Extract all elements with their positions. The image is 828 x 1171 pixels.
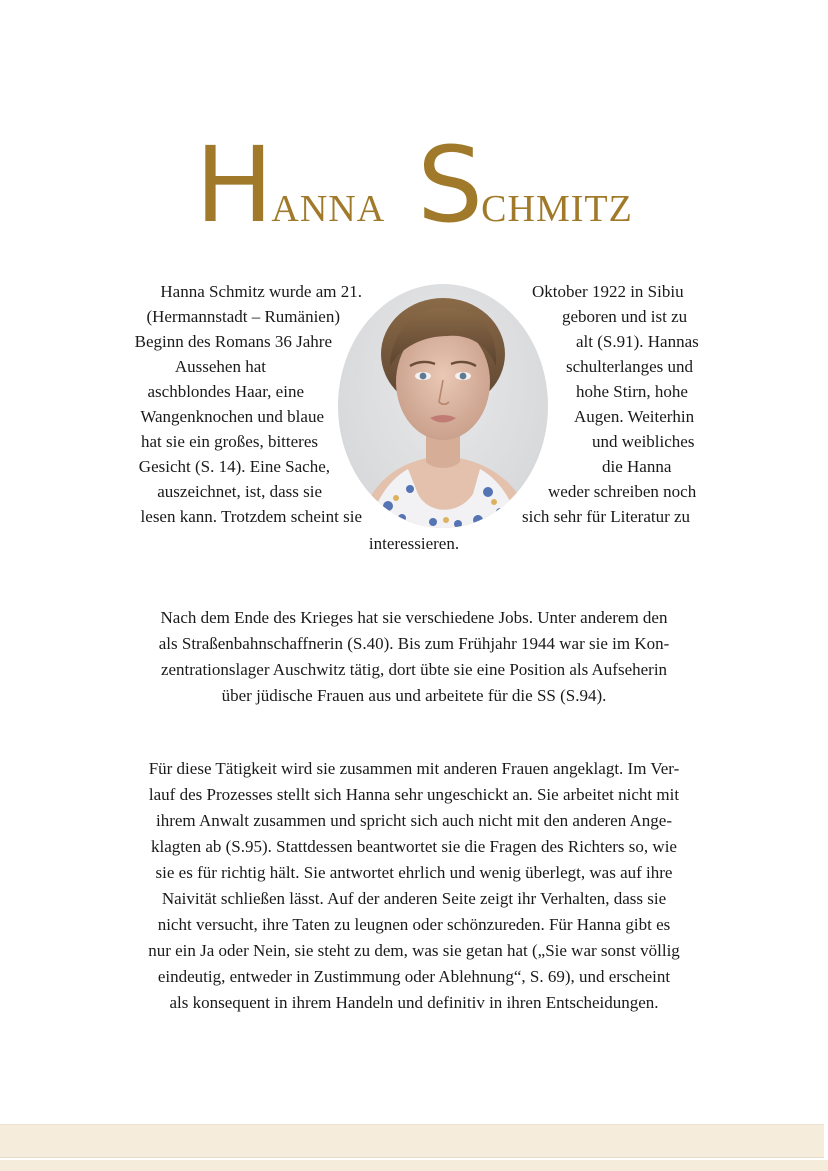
intro-right-line: weder schreiben noch <box>548 482 697 501</box>
paragraph-3-line: nur ein Ja oder Nein, sie steht zu dem, was sie getan hat („Sie war sonst völlig <box>148 941 680 960</box>
intro-left-line: Aussehen hat <box>174 357 266 376</box>
intro-left-line: Beginn des Romans 36 Jahre <box>134 332 332 351</box>
paragraph-3-line: Naivität schließen lässt. Auf der anderen Seite zeigt ihr Verhalten, dass sie <box>161 889 667 908</box>
intro-right-line: hohe Stirn, hohe <box>576 382 688 401</box>
intro-right-line: und weibliches <box>592 432 695 451</box>
intro-left-line: Wangenknochen und blaue <box>140 407 324 426</box>
paragraph-3-line: als konsequent in ihrem Handeln und definitiv in ihren Entscheidungen. <box>169 993 659 1012</box>
intro-right-line: Augen. Weiterhin <box>574 407 695 426</box>
page-title <box>0 124 828 247</box>
title-rest-chmitz: CHMITZ <box>481 188 633 231</box>
intro-right-line: geboren und ist zu <box>562 307 688 326</box>
title-initial-h: H <box>195 124 272 247</box>
intro-left-line: lesen kann. Trotzdem scheint sie <box>140 507 362 526</box>
paragraph-3-line: lauf des Prozesses stellt sich Hanna sehr ungeschickt an. Sie arbeitet nicht mit <box>148 785 680 804</box>
intro-right-line: Oktober 1922 in Sibiu <box>532 282 684 301</box>
intro-left-line: aschblondes Haar, eine <box>147 382 304 401</box>
paragraph-3-line: Für diese Tätigkeit wird sie zusammen mit anderen Frauen angeklagt. Im Ver- <box>148 759 680 778</box>
paragraph-3-line: ihrem Anwalt zusammen und spricht sich auch nicht mit den anderen Ange- <box>155 811 672 830</box>
paragraph-2-line: über jüdische Frauen aus und arbeitete für die SS (S.94). <box>221 686 607 705</box>
paragraph-3-line: sie es für richtig hält. Sie antwortet ehrlich und wenig überlegt, was auf ihre <box>155 863 673 882</box>
intro-left-line: Gesicht (S. 14). Eine Sache, <box>138 457 330 476</box>
intro-right-line: schulterlanges und <box>566 357 693 376</box>
title-initial-s: S <box>417 124 482 247</box>
intro-left-line: auszeichnet, ist, dass sie <box>157 482 322 501</box>
title-word-first <box>195 124 386 247</box>
title-word-second <box>417 124 633 247</box>
paragraph-3-line: eindeutig, entweder in Zustimmung oder Ablehnung“, S. 69), und erscheint <box>157 967 671 986</box>
paragraph-2-line: als Straßenbahnschaffnerin (S.40). Bis zum Frühjahr 1944 war sie im Kon- <box>158 634 670 653</box>
intro-right-line: die Hanna <box>602 457 672 476</box>
intro-left-line: Hanna Schmitz wurde am 21. <box>160 282 362 301</box>
intro-right-line: sich sehr für Literatur zu <box>522 507 691 526</box>
paragraph-2-line: Nach dem Ende des Krieges hat sie verschiedene Jobs. Unter anderem den <box>160 608 668 627</box>
paragraph-3-line: klagten ab (S.95). Stattdessen beantwortet sie die Fragen des Richters so, wie <box>151 837 677 856</box>
portrait-illustration <box>338 284 548 528</box>
footer-band-bottom <box>0 1160 828 1171</box>
title-rest-anna: ANNA <box>271 188 386 231</box>
intro-left-line: hat sie ein großes, bitteres <box>140 432 318 451</box>
intro-left-line: (Hermannstadt – Rumänien) <box>146 307 340 326</box>
intro-right-line: alt (S.91). Hannas <box>576 332 699 351</box>
footer-band <box>0 1124 824 1158</box>
paragraph-3-line: nicht versucht, ihre Taten zu leugnen oder schönzureden. Für Hanna gibt es <box>157 915 671 934</box>
intro-last-line: interessieren. <box>368 534 460 553</box>
portrait-image <box>338 284 548 528</box>
paragraph-2-line: zentrationslager Auschwitz tätig, dort übte sie eine Position als Aufseherin <box>160 660 668 679</box>
